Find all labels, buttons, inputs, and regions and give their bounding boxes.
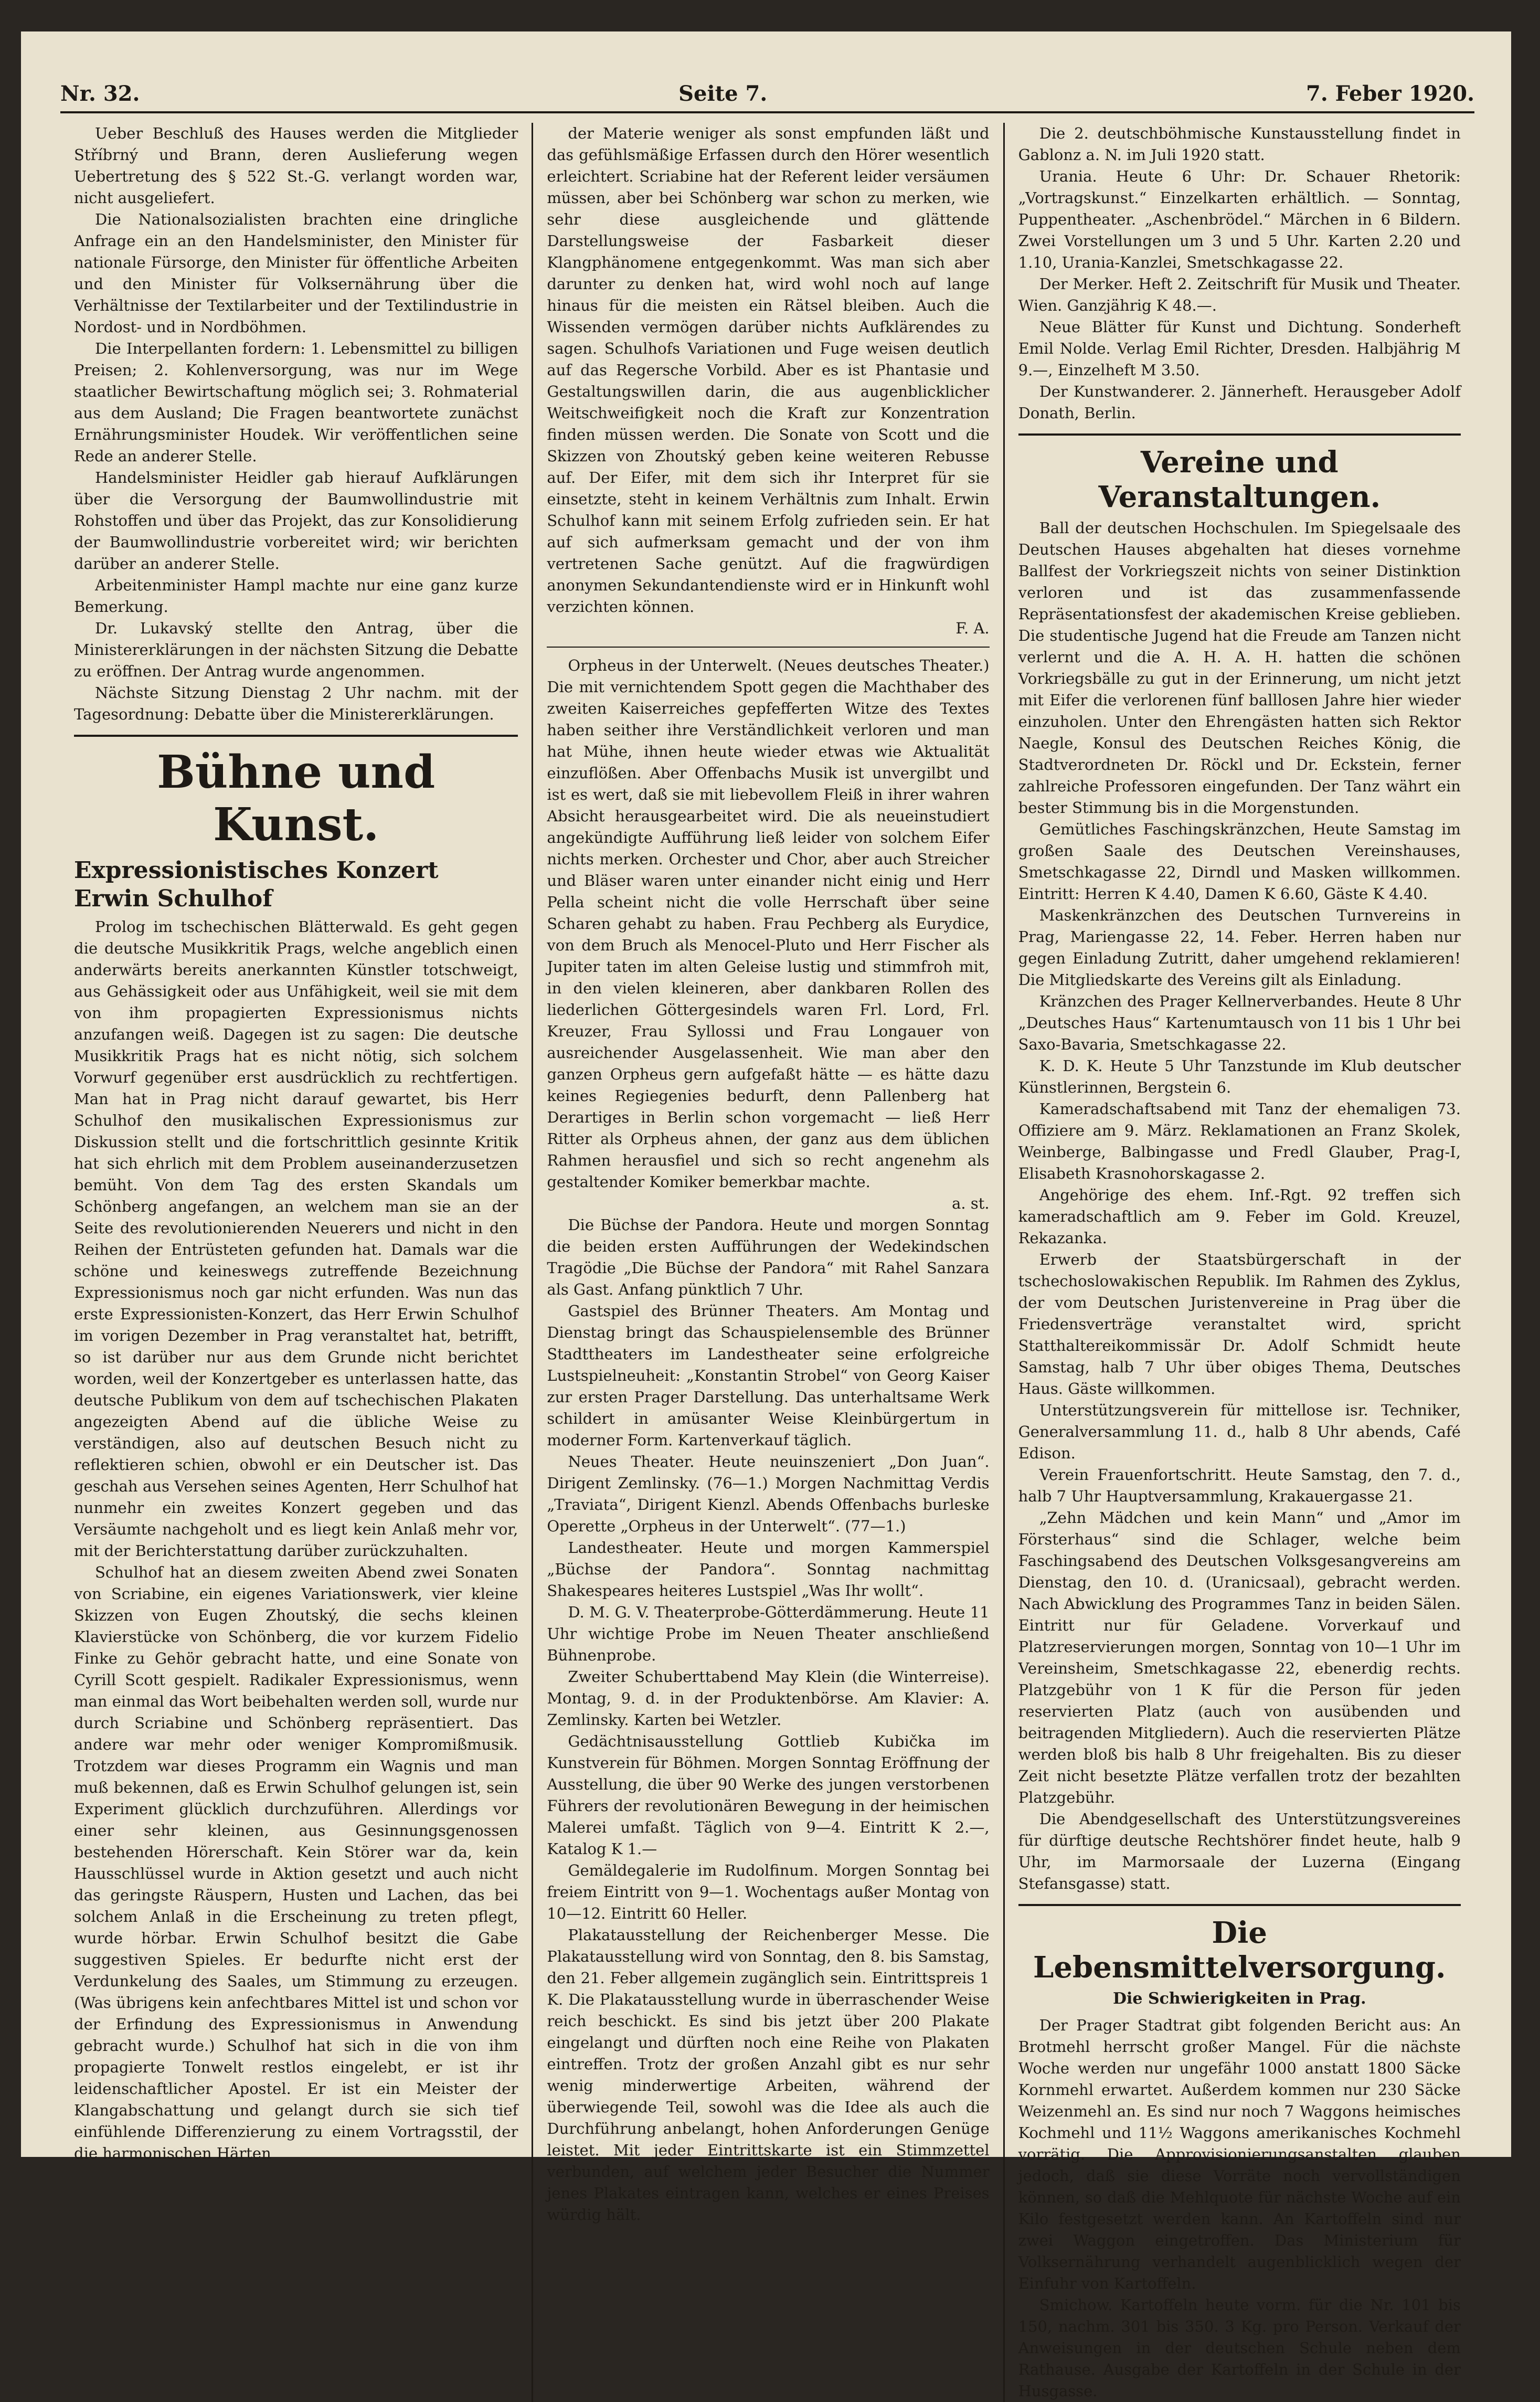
divider [547, 647, 989, 648]
notice: Unterstützungsverein für mittellose isr. Techniker, Generalversammlung 11. d., halb 8 Uhr abends, Café Edison. [1018, 1401, 1461, 1462]
issue-number: Nr. 32. [60, 81, 140, 106]
notice: Gemütliches Faschingskränzchen, Heute Samstag im großen Saale des Deutschen Vereinshauses, Smetschkagasse 22, Dirndl und Masken willkommen. Eintritt: Herren K 4.40, Damen K 6.60, Gäste K 4.40. [1018, 820, 1461, 903]
columns [60, 123, 1474, 2402]
page-number: Seite 7. [678, 81, 768, 106]
notice: Neue Blätter für Kunst und Dichtung. Sonderheft Emil Nolde. Verlag Emil Richter, Dresden. Halbjährig M 9.—, Einzelheft M 3.50. [1018, 318, 1461, 379]
notice: Der Merker. Heft 2. Zeitschrift für Musik und Theater. Wien. Ganzjährig K 48.—. [1018, 275, 1461, 314]
paragraph: Handelsminister Heidler gab hierauf Aufklärungen über die Versorgung der Baumwollindustrie mit Rohstoffen und über das Projekt, das zur Konsolidierung der Baumwollindustrie vorbereitet wird; wir berichten darüber an anderer Stelle. [74, 469, 518, 573]
paragraph: Die Nationalsozialisten brachten eine dringliche Anfrage ein an den Handelsminister, den Minister für nationale Fürsorge, den Minister für öffentliche Arbeiten und den Minister für Volksernährung über die Verhältnisse der Textilarbeiter und der Textilindustrie in Nordost- und in Nordböhmen. [74, 210, 518, 336]
column-3 [1003, 123, 1474, 2402]
section-heading-vereine: Vereine und Veranstaltungen. [1098, 445, 1381, 514]
notice: Smichow. Kartoffeln heute vorm. für die Nr. 101 bis 150, nachm. 301 bis 350. 3 Kg. pro Person. Verkauf der Anweisungen in der deutschen Schule neben dem Rathause. Ausgabe der Kartoffeln in der Schule in der Husgasse. [1018, 2296, 1461, 2400]
notice: Gemäldegalerie im Rudolfinum. Morgen Sonntag bei freiem Eintritt von 9—1. Wochentags außer Montag von 10—12. Eintritt 60 Heller. [547, 1861, 990, 1922]
paragraph: Ueber Beschluß des Hauses werden die Mitglieder Stříbrný und Brann, deren Auslieferung wegen Uebertretung des § 522 St.-G. verlangt worden war, nicht ausgeliefert. [74, 124, 518, 207]
section-subheading: Die Schwierigkeiten in Prag. [1113, 1990, 1366, 2008]
newspaper-page [21, 31, 1511, 2400]
paragraph: Der Prager Stadtrat gibt folgenden Bericht aus: An Brotmehl herrscht großer Mangel. Für die nächste Woche werden nur ungefähr 1000 anstatt 1800 Säcke Kornmehl erwartet. Außerdem kommen nur 230 Säcke Weizenmehl an. Es sind nur noch 7 Waggons heimisches Kochmehl und 11½ Waggons amerikanisches Kochmehl vorrätig. Die Approvisionierungsanstalten glauben jedoch, daß sie diese Vorräte noch vervollständigen können, so daß die Mehlquote für nächste Woche auf ein Kilo festgesetzt werden kann. An Kartoffeln sind nur zwei Waggon eingetroffen. Das Ministerium für Volksernährung verhandelt augenblicklich wegen der Einfuhr von Kartoffeln. [1018, 2016, 1461, 2292]
notice: Verein Frauenfortschritt. Heute Samstag, den 7. d., halb 7 Uhr Hauptversammlung, Krakauergasse 21. [1018, 1466, 1461, 1505]
notice: Der Kunstwanderer. 2. Jännerheft. Herausgeber Adolf Donath, Berlin. [1018, 383, 1461, 422]
paragraph: Die Interpellanten fordern: 1. Lebensmittel zu billigen Preisen; 2. Kohlenversorgung, was nur im Wege staatlicher Bewirtschaftung möglich sei; 3. Rohmaterial aus dem Ausland; Die Fragen beantwortete zunächst Ernährungsminister Houdek. Wir veröffentlichen seine Rede an anderer Stelle. [74, 340, 518, 465]
divider [1018, 1904, 1461, 1906]
divider [1018, 433, 1461, 436]
notice: Zweiter Schuberttabend May Klein (die Winterreise). Montag, 9. d. in der Produktenbörse. Am Klavier: A. Zemlinsky. Karten bei Wetzler. [547, 1668, 990, 1729]
paragraph: Schulhof hat an diesem zweiten Abend zwei Sonaten von Scriabine, ein eigenes Variationswerk, vier kleine Skizzen von Eugen Zhoutský, die sechs kleinen Klavierstücke von Schönberg, die vor kurzem Fidelio Finke zu Gehör gebracht hatte, und eine Sonate von Cyrill Scott gespielt. Radikaler Expressionismus, wenn man einmal das Wort beibehalten werden soll, wurde nur durch Scriabine und Schönberg repräsentiert. Das andere war mehr oder weniger Kompromißmusik. Trotzdem war dieses Programm ein Wagnis und man muß bekennen, daß es Erwin Schulhof gelungen ist, sein Experiment glücklich durchzuführen. Allerdings vor einer sehr kleinen, aus Gesinnungsgenossen bestehenden Hörerschaft. Kein Störer war da, kein Hausschlüssel wurde in Aktion gesetzt und auch nicht das geringste Räuspern, Husten und Lachen, das bei solchem Anlaß in die Erscheinung zu treten pflegt, wurde hörbar. Erwin Schulhof besitzt die Gabe suggestiven Spieles. Er bedurfte nicht erst der Verdunkelung des Saales, um Stimmung zu erzeugen. (Was übrigens kein anfechtbares Mittel ist und schon vor der Erfindung des Expressionismus in Anwendung gebracht wurde.) Schulhof hat sich in die von ihm propagierte Tonwelt restlos eingelebt, er ist ihr leidenschaftlicher Apostel. Er ist ein Meister der Klangabschattung und gelangt durch sie sich tief einfühlende Differenzierung zu einem Vortragsstil, der die harmonischen Härten [74, 1563, 518, 2162]
notice: Maskenkränzchen des Deutschen Turnvereins in Prag, Mariengasse 22, 14. Feber. Herren haben nur gegen Einladung Zutritt, daher umgehend reklamieren! Die Mitgliedskarte des Vereins gilt als Einladung. [1018, 906, 1461, 989]
paragraph: Arbeitenminister Hampl machte nur eine ganz kurze Bemerkung. [74, 576, 518, 616]
notice: Kränzchen des Prager Kellnerverbandes. Heute 8 Uhr „Deutsches Haus“ Kartenumtausch von 11 bis 1 Uhr bei Saxo-Bavaria, Smetschkagasse 22. [1018, 992, 1461, 1053]
notice: Erwerb der Staatsbürgerschaft in der tschechoslowakischen Republik. Im Rahmen des Zyklus, der vom Deutschen Juristenvereine in Prag über die Friedensverträge veranstaltet wird, spricht Statthaltereikommissär Dr. Adolf Schmidt heute Samstag, halb 7 Uhr über obiges Thema, Deutsches Haus. Gäste willkommen. [1018, 1251, 1461, 1398]
section-heading-lebensmittel: Die Lebensmittelversorgung. [1033, 1916, 1446, 1985]
paragraph: Prolog im tschechischen Blätterwald. Es geht gegen die deutsche Musikkritik Prags, welche angeblich einen anderwärts bereits anerkannten Künstler totschweigt, aus Gehässigkeit oder aus Unfähigkeit, weil sie mit dem von ihm propagierten Expressionismus nichts anzufangen weiß. Dagegen ist zu sagen: Die deutsche Musikkritik Prags hat es nicht nötig, sich solchem Vorwurf gegenüber erst ausdrücklich zu rechtfertigen. Man hat in Prag nicht darauf gewartet, bis Herr Schulhof den musikalischen Expressionismus zur Diskussion stellt und die fortschrittlich gesinnte Kritik hat sich ehrlich mit dem Problem auseinanderzusetzen bemüht. Von dem Tag des ersten Skandals um Schönberg angefangen, an welchem man sie an der Seite des revolutionierenden Neuerers und nicht in den Reihen der Entrüsteten gefunden hat. Damals war die schöne und keineswegs zutreffende Bezeichnung Expressionismus noch gar nicht erfunden. Was nun das erste Expressionisten-Konzert, das Herr Erwin Schulhof im vorigen Dezember in Prag veranstaltet hat, betrifft, so ist darüber nur aus dem Grunde nicht berichtet worden, weil der Konzertgeber es unterlassen hatte, das deutsche Publikum von dem auf tschechischen Plakaten angezeigten Abend auf die übliche Weise zu verständigen, also auf deutschen Besuch nicht zu reflektieren schien, obwohl er ein Deutscher ist. Das geschah aus Versehen seines Agenten, Herr Schulhof hat nunmehr ein zweites Konzert gegeben und das Versäumte nachgeholt und es liegt kein Anlaß mehr vor, mit der Berichterstattung darüber zurückzuhalten. [74, 918, 518, 1560]
paragraph: Nächste Sitzung Dienstag 2 Uhr nachm. mit der Tagesordnung: Debatte über die Ministererklärungen. [74, 684, 518, 723]
notice: Angehörige des ehem. Inf.-Rgt. 92 treffen sich kameradschaftlich am 9. Feber im Gold. Kreuzel, Rekazanka. [1018, 1186, 1461, 1247]
issue-date: 7. Feber 1920. [1305, 81, 1474, 106]
notice: „Zehn Mädchen und kein Mann“ und „Amor im Försterhaus“ sind die Schlager, welche beim Faschingsabend des Deutschen Volksgesangvereins am Dienstag, den 10. d. (Uranicsaal), gebracht werden. Nach Abwicklung des Programmes Tanz in beiden Sälen. Eintritt nur für Geladene. Vorverkauf und Platzreservierungen morgen, Sonntag von 10—1 Uhr im Vereinsheim, Smetschkagasse 22, ebenerdig rechts. Platzgebühr von 1 K für die Person für jeden reservierten Platz (auch von ausübenden und beitragenden Mitgliedern). Auch die reservierten Plätze werden bloß bis halb 8 Uhr freigehalten. Bis zu dieser Zeit nicht besetzte Plätze verfallen trotz der bezahlten Platzgebühr. [1018, 1509, 1461, 1806]
page-header [60, 81, 1474, 113]
paragraph: Dr. Lukavský stellte den Antrag, über die Ministererklärungen in der nächsten Sitzung die Debatte zu eröffnen. Der Antrag wurde angenommen. [74, 619, 518, 680]
notice: Urania. Heute 6 Uhr: Dr. Schauer Rhetorik: „Vortragskunst.“ Einzelkarten erhältlich. — Sonntag, Puppentheater. „Aschenbrödel.“ Märchen in 6 Bildern. Zwei Vorstellungen um 3 und 5 Uhr. Karten 2.20 und 1.10, Urania-Kanzlei, Smetschkagasse 22. [1018, 167, 1461, 271]
notice: Die Abendgesellschaft des Unterstützungsvereines für dürftige deutsche Rechtshörer findet heute, halb 9 Uhr, im Marmorsaale der Luzerna (Eingang Stefansgasse) statt. [1018, 1810, 1461, 1892]
notice: Neues Theater. Heute neuinszeniert „Don Juan“. Dirigent Zemlinsky. (76—1.) Morgen Nachmittag Verdis „Traviata“, Dirigent Kienzl. Abends Offenbachs burleske Operette „Orpheus in der Unterwelt“. (77—1.) [547, 1453, 990, 1535]
notice: Landestheater. Heute und morgen Kammerspiel „Büchse der Pandora“. Sonntag nachmittag Shakespeares heiteres Lustspiel „Was Ihr wollt“. [547, 1539, 990, 1600]
notice: K. D. K. Heute 5 Uhr Tanzstunde im Klub deutscher Künstlerinnen, Bergstein 6. [1018, 1057, 1461, 1096]
author-signature: a. st. [952, 1194, 990, 1212]
divider [74, 735, 518, 737]
notice: Gedächtnisausstellung Gottlieb Kubička im Kunstverein für Böhmen. Morgen Sonntag Eröffnung der Ausstellung, die über 90 Werke des jungen verstorbenen Führers der revolutionären Bewegung in der heimischen Malerei umfaßt. Täglich von 9—4. Eintritt K 2.—, Katalog K 1.— [547, 1732, 990, 1858]
notice: Plakatausstellung der Reichenberger Messe. Die Plakatausstellung wird von Sonntag, den 8. bis Samstag, den 21. Feber allgemein zugänglich sein. Eintrittspreis 1 K. Die Plakatausstellung wurde in überraschender Weise reich beschickt. Es sind bis jetzt über 200 Plakate eingelangt und dürften noch eine Reihe von Plakaten eintreffen. Trotz der großen Anzahl gibt es nur sehr wenig minderwertige Arbeiten, während der überwiegende Teil, sowohl was die Idee als auch die Durchführung anbelangt, hohen Anforderungen Genüge leistet. Mit jeder Eintrittskarte ist ein Stimmzettel verbunden, auf welchem jeder Besucher die Nummer jenes Plakates eintragen kann, welches er eines Preises würdig hält. [547, 1926, 990, 2224]
paragraph: Orpheus in der Unterwelt. (Neues deutsches Theater.) Die mit vernichtendem Spott gegen die Machthaber des zweiten Kaiserreiches gepfefferten Witze des Textes haben seither ihre Verständlichkeit verloren und man hat Mühe, ihnen heute wieder etwas wie Aktualität einzuflößen. Aber Offenbachs Musik ist unvergilbt und ist es wert, daß sie mit liebevollem Fleiß in ihrer wahren Absicht herausgearbeitet wird. Die als neueinstudiert angekündigte Aufführung ließ leider von solchem Eifer nichts merken. Orchester und Chor, aber auch Streicher und Bläser waren unter einander nicht einig und Herr Pella scheint nicht die volle Herrschaft über seine Scharen gehabt zu haben. Frau Pechberg als Eurydice, von dem Bruch als Menocel-Pluto und Herr Fischer als Jupiter taten im alten Geleise lustig und stimmfroh mit, in den vielen kleineren, aber dankbaren Rollen des liederlichen Göttergesindels waren Frl. Lord, Frl. Kreuzer, Frau Syllossi und Frau Longauer von ausreichender Ausgelassenheit. Wie man aber den ganzen Orpheus gern aufgefaßt hätte — es hätte dazu keines Regiegenies bedurft, denn Pallenberg hat Derartiges in Berlin schon vorgemacht — ließ Herr Ritter als Orpheus ahnen, der ganz aus dem üblichen Rahmen herausfiel und sich so recht angenehm als gestaltender Komiker bemerkbar machte. [547, 657, 990, 1191]
notice: D. M. G. V. Theaterprobe-Götterdämmerung. Heute 11 Uhr wichtige Probe im Neuen Theater anschließend Bühnenprobe. [547, 1603, 990, 1664]
column-1 [60, 123, 532, 2402]
notice: Gastspiel des Brünner Theaters. Am Montag und Dienstag bringt das Schauspielensemble des Brünner Stadttheaters im Landestheater seine erfolgreiche Lustspielneuheit: „Konstantin Strobel“ von Georg Kaiser zur ersten Prager Darstellung. Das unterhaltsame Werk schildert in amüsanter Weise Kleinbürgertum in moderner Form. Kartenverkauf täglich. [547, 1302, 990, 1449]
notice: Kameradschaftsabend mit Tanz der ehemaligen 73. Offiziere am 9. März. Reklamationen an Franz Skolek, Weinberge, Balbingasse und Fredl Glauber, Prag-I, Elisabeth Krasnohorskagasse 2. [1018, 1100, 1461, 1182]
section-heading-buehne: Bühne und Kunst. [157, 746, 436, 851]
column-2 [532, 123, 1003, 2402]
notice: Die Büchse der Pandora. Heute und morgen Sonntag die beiden ersten Aufführungen der Wedekindschen Tragödie „Die Büchse der Pandora“ mit Rahel Sanzara als Gast. Anfang pünktlich 7 Uhr. [547, 1216, 990, 1298]
author-signature: F. A. [955, 619, 990, 637]
notice: Ball der deutschen Hochschulen. Im Spiegelsaale des Deutschen Hauses abgehalten hat dieses vornehme Ballfest der Vorkriegszeit nichts von seiner Distinktion verloren und ist das zusammenfassende Repräsentationsfest der akademischen Kreise geblieben. Die studentische Jugend hat die Freude am Tanzen nicht verlernt und die A. H. A. H. hatten die schönen Vorkriegsbälle zu gut in der Erinnerung, um nicht jetzt mit Eifer die verlorenen fünf balllosen Jahre hier wieder einzuholen. Unter den Ehrengästen hatten sich Rektor Naegle, Konsul des Deutschen Reiches König, die Stadtverordneten Dr. Röckl und Dr. Eckstein, ferner zahlreiche Professoren eingefunden. Der Tanz währt ein bester Stimmung bis in die Morgenstunden. [1018, 519, 1461, 817]
article-heading: Expressionistisches Konzert Erwin Schulhof [74, 857, 439, 912]
notice: Die 2. deutschböhmische Kunstausstellung findet in Gablonz a. N. im Juli 1920 statt. [1018, 124, 1461, 164]
paragraph: der Materie weniger als sonst empfunden läßt und das gefühlsmäßige Erfassen durch den Hörer wesentlich erleichtert. Scriabine hat der Referent leider versäumen müssen, aber bei Schönberg war schon zu merken, wie sehr diese ausgleichende und glättende Darstellungsweise der Fasbarkeit dieser Klangphänomene entgegenkommt. Was man sich aber darunter zu denken hat, wird wohl noch auf lange hinaus für die meisten ein Rätsel bleiben. Auch die Wissenden vermögen darüber nichts Aufklärendes zu sagen. Schulhofs Variationen und Fuge weisen deutlich auf das Regersche Vorbild. Aber es ist Phantasie und Gestaltungswillen darin, die aus augenblicklicher Weitschweifigkeit noch die Kraft zur Konzentration finden müssen werden. Die Sonate von Scott und die Skizzen von Zhoutský geben keine weiteren Rebusse auf. Der Eifer, mit dem sich ihr Interpret für sie einsetzte, steht in keinem Verhältnis zum Inhalt. Erwin Schulhof kann mit seinem Erfolg zufrieden sein. Er hat auf sich aufmerksam gemacht und der von ihm vertretenen Sache genützt. Auf die fragwürdigen anonymen Sekundantendienste wird er in Hinkunft wohl verzichten können. [547, 124, 990, 616]
